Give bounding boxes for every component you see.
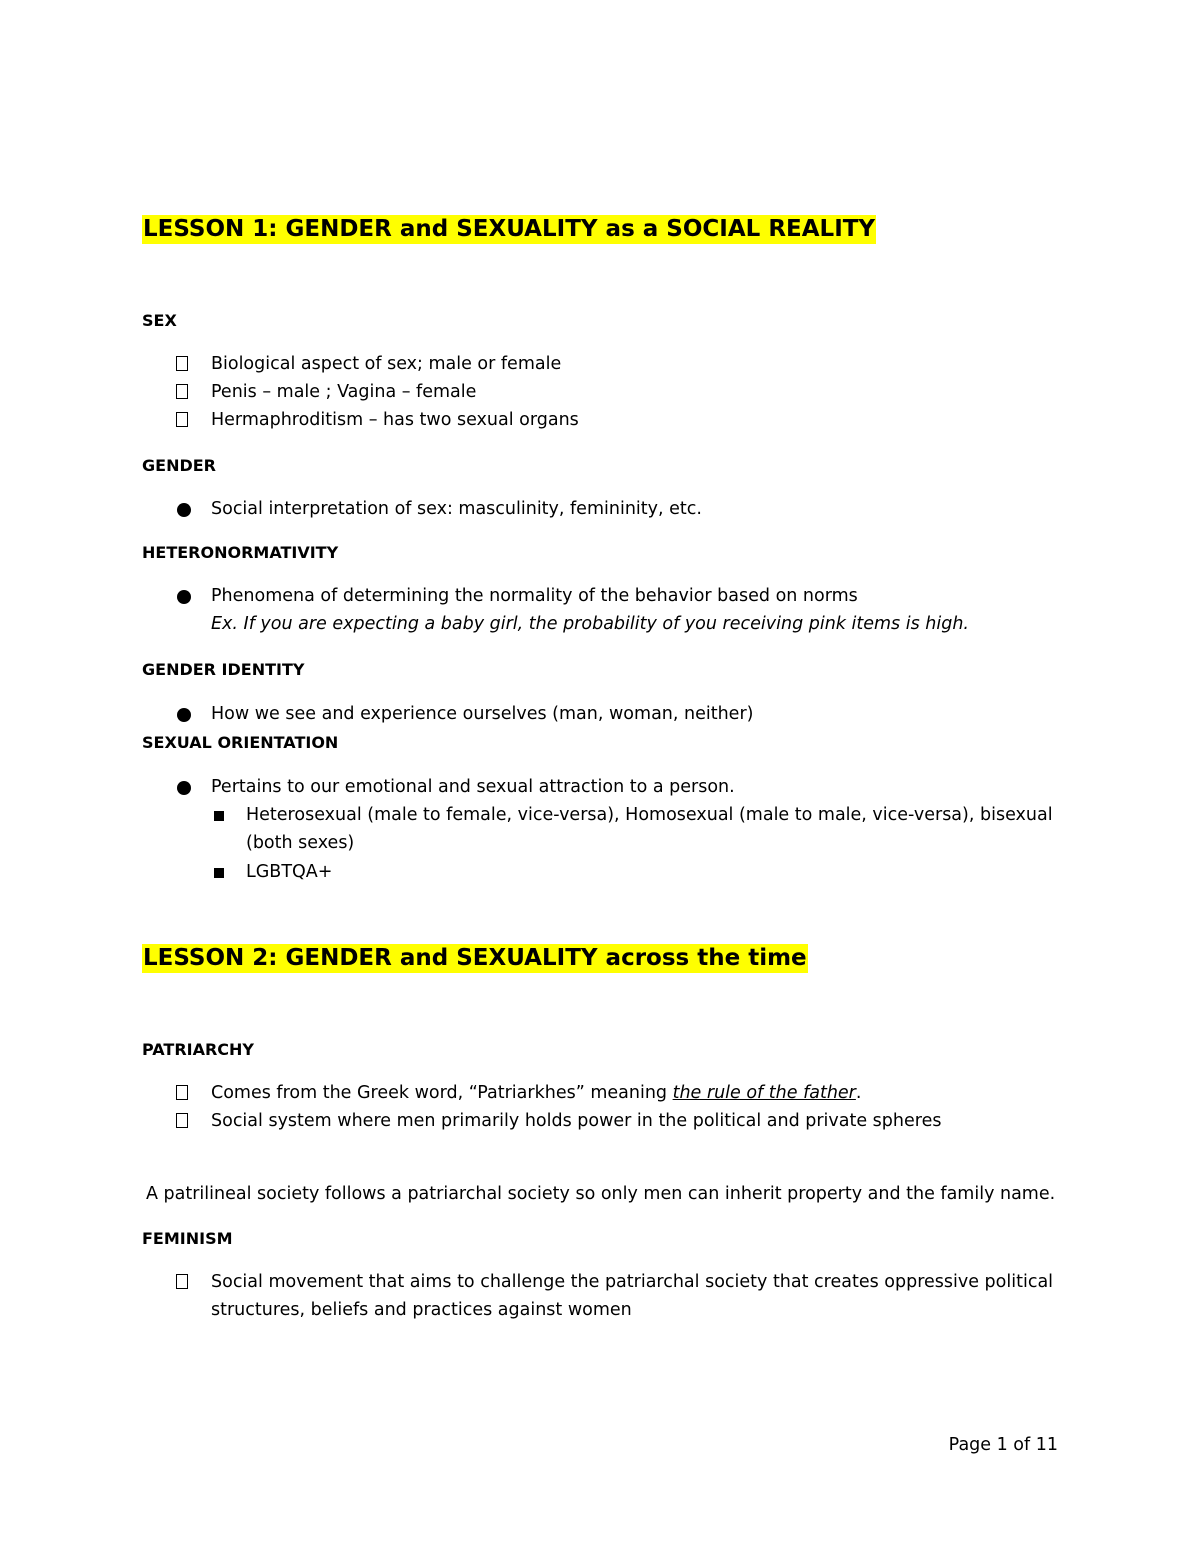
list-item-text (211, 582, 1066, 638)
patriarchy-meaning-emphasis: the rule of the father (672, 1083, 856, 1103)
list-item-text: Social interpretation of sex: masculinity, femininity, etc. (211, 499, 702, 519)
list-item-text: Biological aspect of sex; male or female (211, 354, 562, 374)
sub-list-item-text: LGBTQA+ (246, 862, 333, 882)
sub-list-item (212, 801, 1066, 857)
gender-identity-heading: GENDER IDENTITY (142, 660, 305, 679)
list-item (176, 1268, 1066, 1324)
patriarchy-origin-text: Comes from the Greek word, “Patriarkhes” meaning (211, 1083, 673, 1103)
list-item (176, 582, 1066, 642)
lesson-2-title: LESSON 2: GENDER and SEXUALITY across the time (143, 945, 807, 971)
patriarchy-origin-suffix: . (855, 1083, 862, 1103)
list-item-text: Social system where men primarily holds power in the political and private spheres (211, 1111, 942, 1131)
round-bullet-icon (177, 503, 191, 517)
list-item-text: Penis – male ; Vagina – female (211, 382, 477, 402)
list-item-text: Hermaphroditism – has two sexual organs (211, 410, 579, 430)
page-number: Page 1 of 11 (948, 1435, 1058, 1455)
patrilineal-paragraph: A patrilineal society follows a patriarchal society so only men can inherit property and the family name. (146, 1184, 1056, 1204)
heteronormativity-example: Ex. If you are expecting a baby girl, the probability of you receiving pink items is high. (211, 614, 969, 634)
gender-heading: GENDER (142, 456, 216, 475)
checkbox-bullet-icon (176, 1274, 188, 1289)
sex-heading: SEX (142, 311, 177, 330)
checkbox-bullet-icon (176, 356, 188, 371)
round-bullet-icon (177, 708, 191, 722)
checkbox-bullet-icon (176, 1085, 188, 1100)
checkbox-bullet-icon (176, 412, 188, 427)
square-bullet-icon (214, 811, 224, 821)
round-bullet-icon (177, 781, 191, 795)
list-item-text (211, 1079, 1066, 1107)
checkbox-bullet-icon (176, 384, 188, 399)
list-item-text: How we see and experience ourselves (man, woman, neither) (211, 704, 754, 724)
patriarchy-heading: PATRIARCHY (142, 1040, 255, 1059)
square-bullet-icon (214, 868, 224, 878)
round-bullet-icon (177, 590, 191, 604)
feminism-heading: FEMINISM (142, 1229, 233, 1248)
list-item-text: Social movement that aims to challenge the patriarchal society that creates oppressive political structures, beliefs and practices against women (211, 1272, 1054, 1320)
sub-list-item-text: Heterosexual (male to female, vice-versa), Homosexual (male to male, vice-versa), bisexual (both sexes) (246, 805, 1053, 853)
sexual-orientation-heading: SEXUAL ORIENTATION (142, 733, 339, 752)
list-item-text: Pertains to our emotional and sexual attraction to a person. (211, 777, 735, 797)
checkbox-bullet-icon (176, 1113, 188, 1128)
heteronormativity-definition: Phenomena of determining the normality of the behavior based on norms (211, 586, 858, 606)
lesson-1-title: LESSON 1: GENDER and SEXUALITY as a SOCIAL REALITY (143, 216, 876, 242)
heteronormativity-heading: HETERONORMATIVITY (142, 543, 339, 562)
